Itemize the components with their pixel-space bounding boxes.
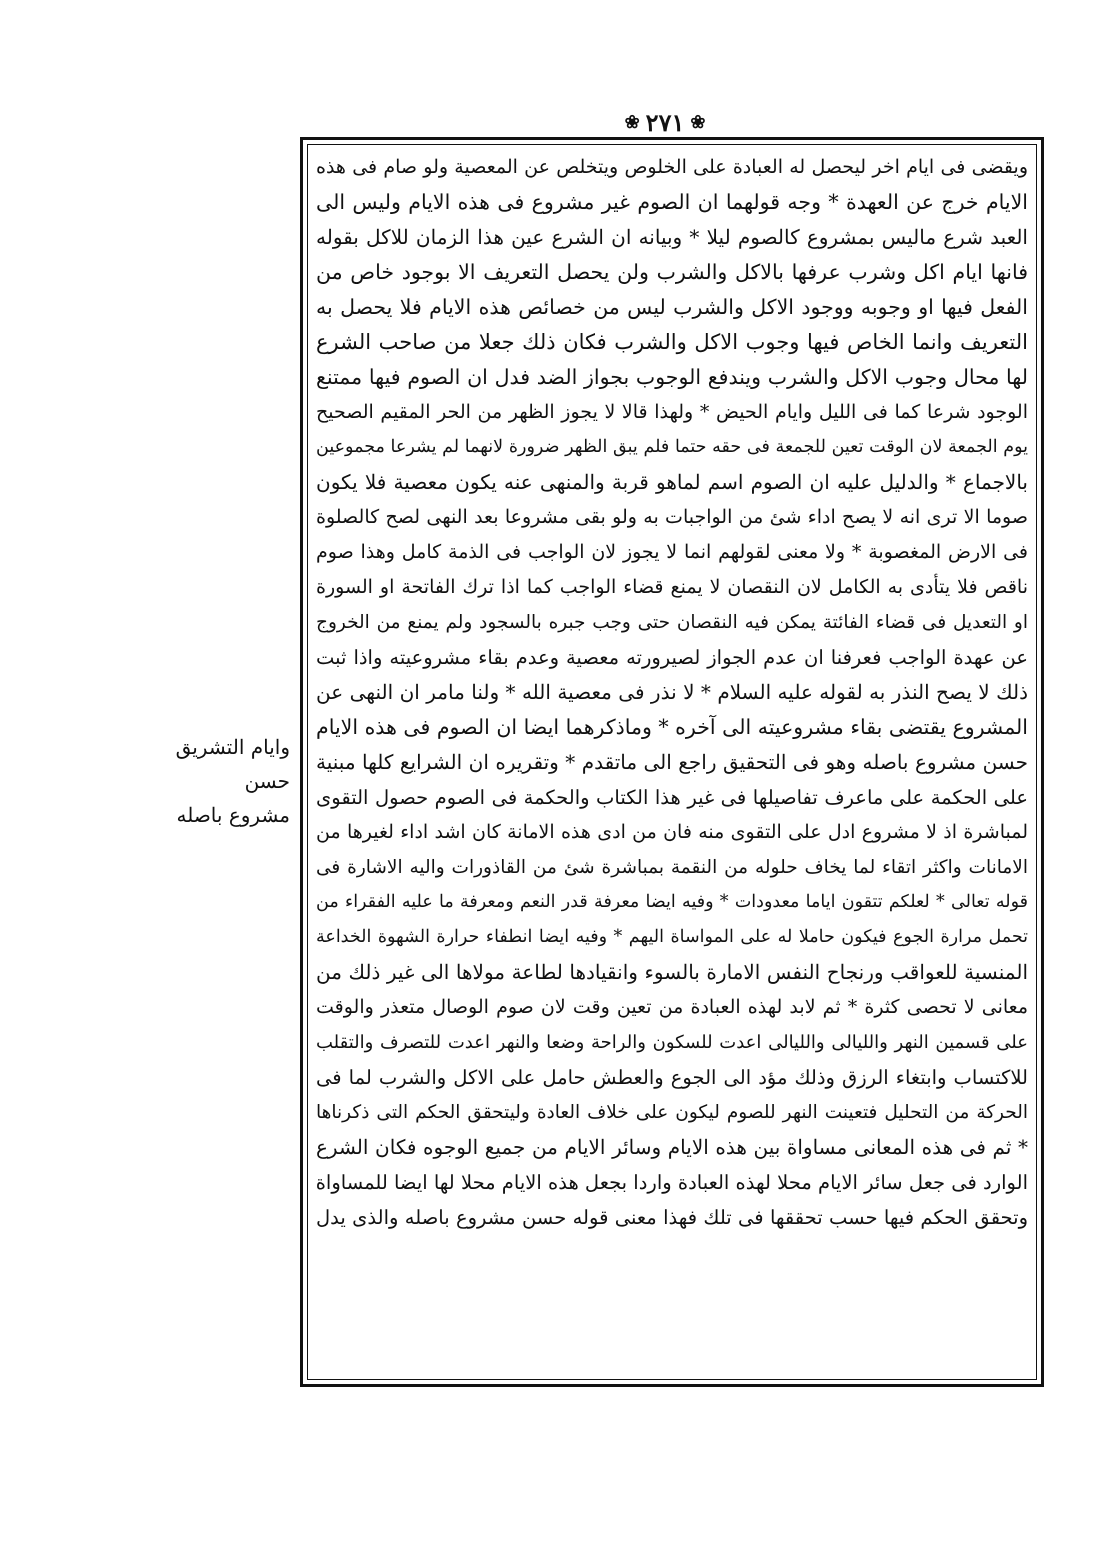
text-line: ناقص فلا يتأدى به الكامل لان النقصان لا يمنع قضاء الواجب كما اذا ترك الفاتحة او السورة (316, 576, 1028, 598)
text-line: الفعل فيها او وجوبه ووجود الاكل والشرب ليس من خصائص هذه الايام فلا يحصل به (316, 295, 1028, 319)
text-line: لمباشرة اذ لا مشروع ادل على التقوى منه فان من ادى هذه الامانة كان اشد اداء لغيرها من (316, 821, 1028, 843)
page-number (610, 104, 720, 140)
text-line: ذلك لا يصح النذر به لقوله عليه السلام * لا نذر فى معصية الله * ولنا مامر ان النهى عن (316, 680, 1028, 704)
text-line: على الحكمة على ماعرف تفاصيلها فى غير هذا الكتاب والحكمة فى الصوم حصول التقوى (316, 786, 1028, 809)
text-line: قوله تعالى * لعلكم تتقون اياما معدودات * وفيه ايضا معرفة قدر النعم ومعرفة ما عليه الفقراء من (316, 892, 1028, 912)
text-line: وتحقق الحكم فيها حسب تحققها فى تلك فهذا معنى قوله حسن مشروع باصله والذى يدل (316, 1206, 1028, 1229)
text-line: صوما الا ترى انه لا يصح اداء شئ من الواجبات به ولو بقى مشروعا بعد النهى لصح كالصلوة (316, 506, 1028, 528)
text-line: الحركة من التحليل فتعينت النهر للصوم ليكون على خلاف العادة وليتحقق الحكم التى ذكرناها (316, 1102, 1028, 1123)
text-line: المنسية للعواقب ورنجاح النفس الامارة بالسوء وانقيادها لطاعة مولاها الى غير ذلك من (316, 960, 1028, 984)
text-line: الايام خرج عن العهدة * وجه قولهما ان الصوم غير مشروع فى هذه الايام وليس الى (316, 190, 1028, 214)
text-line: المشروع يقتضى بقاء مشروعيته الى آخره * وماذكرهما ايضا ان الصوم فى هذه الايام (316, 715, 1028, 739)
text-line: الوارد فى جعل سائر الايام محلا لهذه العبادة واردا بجعل هذه الايام محلا لها ايضا للمساواة (316, 1171, 1028, 1194)
text-line: تحمل مرارة الجوع فيكون حاملا له على المواساة اليهم * وفيه ايضا انطفاء حرارة الشهوة الخداعة (316, 927, 1028, 947)
margin-note-line: وايام التشريق حسن (175, 735, 290, 793)
text-line: حسن مشروع باصله وهو فى التحقيق راجع الى ماتقدم * وتقريره ان الشرايع كلها مبنية (316, 750, 1028, 774)
text-line: على قسمين النهر والليالى والليالى اعدت للسكون والراحة وضعا والنهر اعدت للتصرف والتقلب (316, 1032, 1028, 1053)
text-line: فى الارض المغصوبة * ولا معنى لقولهم انما لا يجوز لان الواجب فى الذمة كامل وهذا صوم (316, 541, 1028, 563)
text-line: او التعديل فى قضاء الفائتة يمكن فيه النقصان حتى وجب جبره بالسجود ولم يمنع من الخروج (316, 612, 1028, 633)
text-line: معانى لا تحصى كثرة * ثم لابد لهذه العبادة من تعين وقت لان صوم الوصال متعذر والوقت (316, 996, 1028, 1018)
text-line: للاكتساب وابتغاء الرزق وذلك مؤد الى الجوع والعطش حامل على الاكل والشرب لما فى (316, 1066, 1028, 1089)
text-line: لها محال وجوب الاكل والشرب ويندفع الوجوب بجواز الضد فدل ان الصوم فيها ممتنع (316, 365, 1028, 389)
ornament-right-icon: ❀ (624, 111, 640, 133)
ornament-left-icon: ❀ (690, 111, 706, 133)
margin-note (130, 730, 290, 832)
page-number-text: ٢٧١ (645, 107, 685, 137)
main-text-block (316, 150, 1028, 1376)
text-line: يوم الجمعة لان الوقت تعين للجمعة فى حقه حتما فلم يبق الظهر ضرورة لانهما لم يشرعا مجموعين (316, 437, 1028, 457)
text-line: عن عهدة الواجب فعرفنا ان عدم الجواز لصيرورته معصية وعدم بقاء مشروعيته واذا ثبت (316, 646, 1028, 669)
text-line: ويقضى فى ايام اخر ليحصل له العبادة على الخلوص ويتخلص عن المعصية ولو صام فى هذه (316, 156, 1028, 178)
margin-note-line: مشروع باصله (176, 803, 290, 827)
text-line: فانها ايام اكل وشرب عرفها بالاكل والشرب ولن يحصل التعريف الا بوجود خاص من (316, 260, 1028, 284)
text-line: * ثم فى هذه المعانى مساواة بين هذه الايام وسائر الايام من جميع الوجوه فكان الشرع (316, 1135, 1028, 1159)
text-line: الوجود شرعا كما فى الليل وايام الحيض * ولهذا قالا لا يجوز الظهر من الحر المقيم الصحيح (316, 401, 1028, 423)
text-line: بالاجماع * والدليل عليه ان الصوم اسم لماهو قربة والمنهى عنه يكون معصية فلا يكون (316, 470, 1028, 494)
text-line: التعريف وانما الخاص فيها وجوب الاكل والشرب فكان ذلك جعلا من صاحب الشرع (316, 330, 1028, 354)
text-line: الامانات واكثر اتقاء لما يخاف حلوله من النقمة بمباشرة شئ من القاذورات واليه الاشارة فى (316, 857, 1028, 878)
text-line: العبد شرع ماليس بمشروع كالصوم ليلا * وبيانه ان الشرع عين هذا الزمان للاكل بقوله (316, 225, 1028, 249)
